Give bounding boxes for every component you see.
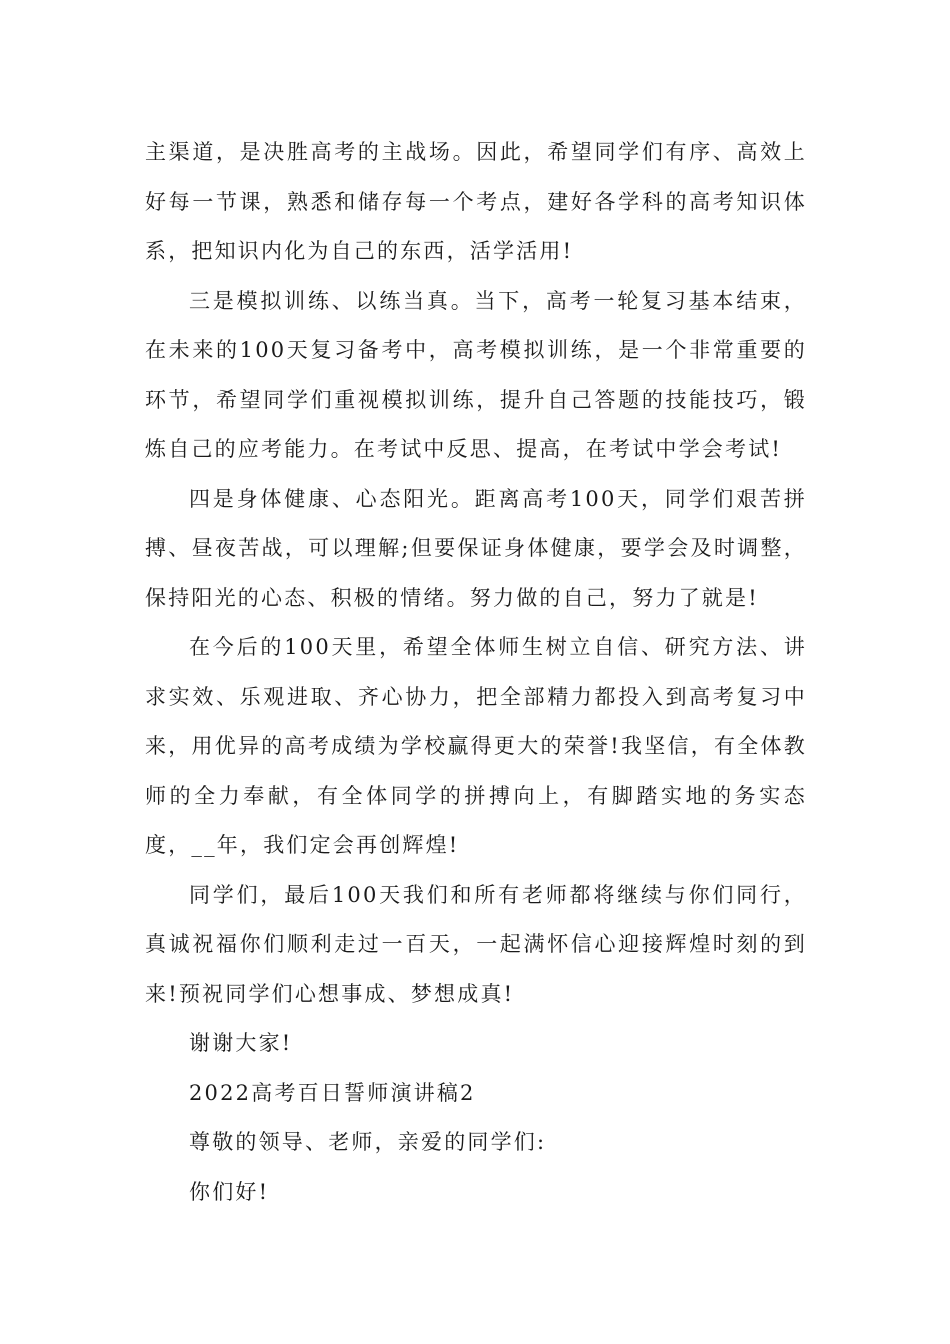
paragraph-main-channel: 主渠道，是决胜高考的主战场。因此，希望同学们有序、高效上好每一节课，熟悉和储存每一个考点，建好各学科的高考知识体系，把知识内化为自己的东西，活学活用! bbox=[145, 140, 807, 263]
thanks-line: 谢谢大家! bbox=[189, 1031, 293, 1055]
greeting-line: 你们好! bbox=[189, 1179, 270, 1204]
document-body bbox=[145, 128, 807, 1217]
paragraph-health: 四是身体健康、心态阳光。距离高考100天，同学们艰苦拼搏、昼夜苦战，可以理解;但要保证身体健康，要学会及时调整，保持阳光的心态、积极的情绪。努力做的自己，努力了就是! bbox=[145, 486, 807, 610]
paragraph-blessing: 同学们，最后100天我们和所有老师都将继续与你们同行，真诚祝福你们顺利走过一百天，一起满怀信心迎接辉煌时刻的到来!预祝同学们心想事成、梦想成真! bbox=[145, 882, 807, 1006]
paragraph-mock-training: 三是模拟训练、以练当真。当下，高考一轮复习基本结束，在未来的100天复习备考中，高考模拟训练，是一个非常重要的环节，希望同学们重视模拟训练，提升自己答题的技能技巧，锻炼自己的应考能力。在考试中反思、提高，在考试中学会考试! bbox=[145, 288, 807, 461]
salutation-line: 尊敬的领导、老师，亲爱的同学们: bbox=[189, 1130, 547, 1154]
section-heading: 2022高考百日誓师演讲稿2 bbox=[189, 1080, 476, 1105]
paragraph-next-100-days: 在今后的100天里，希望全体师生树立自信、研究方法、讲求实效、乐观进取、齐心协力，把全部精力都投入到高考复习中来，用优异的高考成绩为学校赢得更大的荣誉!我坚信，有全体教师的全力奉献，有全体同学的拼搏向上，有脚踏实地的务实态度，__年，我们定会再创辉煌! bbox=[145, 635, 807, 857]
